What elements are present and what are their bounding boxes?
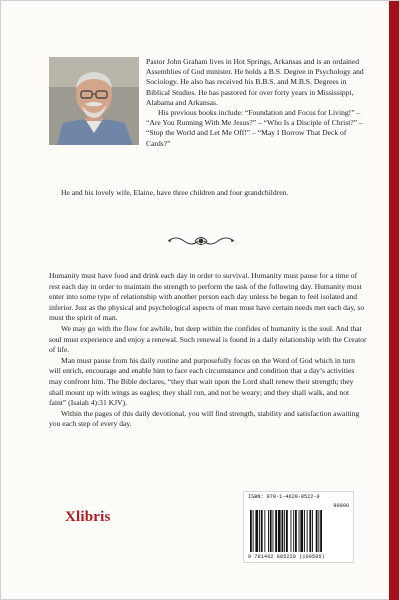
- barcode-bar: [300, 510, 303, 552]
- barcode-bar: [293, 510, 294, 552]
- blurb-text: [49, 271, 367, 430]
- barcode-number: 9 781462 885220 (100506): [248, 554, 325, 560]
- bio-paragraph-1: Pastor John Graham lives in Hot Springs, Arkansas and is an ordained Assemblies of God minister. He holds a B.S. Degree in Psychology and Sociology. He also has received his B.B.S. and M.B.S. Degrees in Biblical Studies. He has pastored for over forty years in Mississippi, Alabama and Arkansas.: [146, 57, 364, 107]
- barcode-bar: [259, 510, 260, 552]
- barcode-bar: [284, 510, 285, 552]
- barcode-bar: [286, 510, 288, 552]
- blurb-paragraph-2: We may go with the flow for awhile, but deep within the confides of humanity is the soul. And that soul must experience and enjoy a renewal. Such renewal is found in a daily relationship with the Creator of life.: [49, 323, 367, 355]
- flourish-divider-icon: [166, 233, 236, 249]
- barcode-bar: [299, 510, 300, 552]
- barcode-bar: [318, 510, 319, 552]
- author-portrait-icon: [49, 57, 139, 145]
- barcode-bar: [275, 510, 277, 552]
- barcode-bar: [316, 510, 318, 552]
- author-bio: [146, 57, 366, 149]
- barcode-bar: [253, 510, 254, 552]
- barcode-bar: [273, 510, 274, 552]
- barcode-bar: [261, 510, 263, 552]
- bio-paragraph-2: His previous books include: “Foundation and Focus for Living!” – “Are You Running With Me Jesus?” – “Who Is a Disciple of Christ?” – “Stop the World and Let Me Off!” – “May I Borrow That Deck of Cards?”: [146, 108, 363, 148]
- barcode-bar: [268, 510, 269, 552]
- price-code: 90000: [333, 503, 349, 509]
- barcode-bars: [248, 510, 351, 554]
- barcode-bar: [304, 510, 305, 552]
- barcode-bar: [320, 510, 322, 552]
- binding-edge: [389, 1, 399, 600]
- blurb-paragraph-3: Man must pause from his daily routine and purposefully focus on the Word of God which in turn will enrich, encourage and enable him to face each circumstance and condition that a day’s activities may confront him. The Bible declares, “they that wait upon the Lord shall renew their strength; they shall mount up with wings as eagles; they shall run, and not be weary; and they shall walk, and not faint” (Isaiah 4):31 KJV).: [49, 355, 355, 408]
- barcode-bar: [307, 510, 308, 552]
- barcode-bar: [264, 510, 265, 552]
- barcode-bar: [309, 510, 311, 552]
- publisher-logo: Xlibris: [65, 509, 111, 525]
- bio-paragraph-3: He and his lovely wife, Elaine, have three children and four grandchildren.: [61, 188, 289, 197]
- isbn-label: ISBN: 978-1-4628-8522-0: [248, 494, 320, 500]
- barcode-bar: [282, 510, 284, 552]
- isbn-barcode: [243, 491, 354, 563]
- barcode-bar: [250, 510, 252, 552]
- barcode-bar: [278, 510, 281, 552]
- barcode-bar: [295, 510, 297, 552]
- barcode-bar: [255, 510, 258, 552]
- barcode-bar: [270, 510, 272, 552]
- barcode-bar: [312, 510, 313, 552]
- blurb-paragraph-4: Within the pages of this daily devotional, you will find strength, stability and satisfaction awaiting you each step of every day.: [49, 408, 360, 429]
- blurb-paragraph-1: Humanity must have food and drink each day in order to survival. Humanity must pause for a time of rest each day in order to maintain the strength to perform the task of the following day. Humanity must enter into some type of relationship with another person each day unless he began to feel isolated and inferior. Just as the physical and psychological aspects of man must have certain needs met each day, so must the spirit of man.: [49, 271, 365, 323]
- author-photo: [49, 57, 139, 145]
- barcode-bar: [291, 510, 292, 552]
